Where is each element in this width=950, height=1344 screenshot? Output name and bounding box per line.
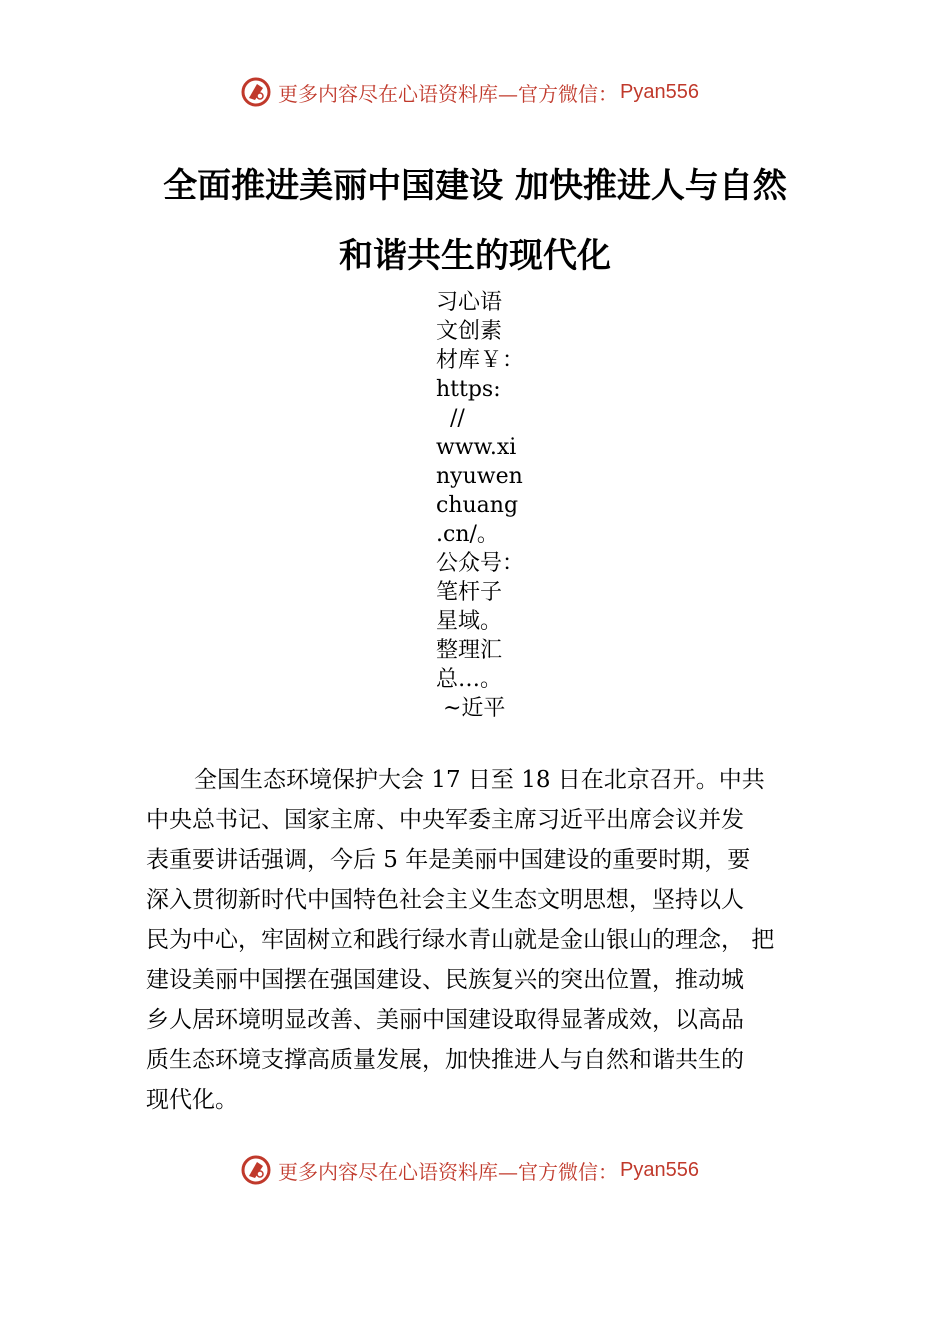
body-line: 乡人居环境明显改善、美丽中国建设取得显著成效，以高品 <box>146 1007 744 1033</box>
source-line: .cn/。 <box>436 522 499 547</box>
body-line: 深入贯彻新时代中国特色社会主义生态文明思想，坚持以人 <box>146 887 744 913</box>
body-line: 表重要讲话强调，今后 5 年是美丽中国建设的重要时期，要 <box>146 847 751 873</box>
source-line: 材库￥： <box>436 348 525 373</box>
body-line: 民为中心，牢固树立和践行绿水青山就是金山银山的理念， 把 <box>146 927 775 953</box>
body-line: 建设美丽中国摆在强国建设、民族复兴的突出位置，推动城 <box>146 967 744 993</box>
source-line: 整理汇 <box>436 638 503 663</box>
source-line: https: <box>436 377 501 402</box>
body-line: 中央总书记、国家主席、中央军委主席习近平出席会议并发 <box>146 807 744 833</box>
brand-logo-icon <box>240 76 272 108</box>
banner-text: 更多内容尽在心语资料库—官方微信： <box>278 1159 618 1184</box>
body-paragraph <box>146 760 816 1120</box>
source-line: www.xi <box>436 435 517 460</box>
source-line: 文创素 <box>436 319 503 344</box>
body-line: 全国生态环境保护大会 17 日至 18 日在北京召开。中共 <box>194 767 765 793</box>
source-line: nyuwen <box>436 464 523 489</box>
source-line: 星域。 <box>436 609 503 634</box>
banner-wechat-id: Pyan556 <box>620 1158 699 1181</box>
source-line: ~近平 <box>436 696 506 721</box>
source-line: 公众号： <box>436 551 525 576</box>
document-title-line-2: 和谐共生的现代化 <box>339 236 611 276</box>
source-line: // <box>436 406 465 431</box>
body-line: 现代化。 <box>146 1087 238 1113</box>
source-note <box>436 288 526 723</box>
source-line: 习心语 <box>436 290 503 315</box>
body-line: 质生态环境支撑高质量发展，加快推进人与自然和谐共生的 <box>146 1047 744 1073</box>
banner-wechat-id: Pyan556 <box>620 80 699 103</box>
source-line: 总…。 <box>436 667 503 692</box>
banner-text: 更多内容尽在心语资料库—官方微信： <box>278 81 618 106</box>
header-banner[interactable] <box>240 72 760 112</box>
source-line: chuang <box>436 493 519 518</box>
document-title-line-1: 全面推进美丽中国建设 加快推进人与自然 <box>163 166 787 206</box>
brand-logo-icon <box>240 1154 272 1186</box>
footer-banner[interactable] <box>240 1150 760 1190</box>
source-line: 笔杆子 <box>436 580 503 605</box>
